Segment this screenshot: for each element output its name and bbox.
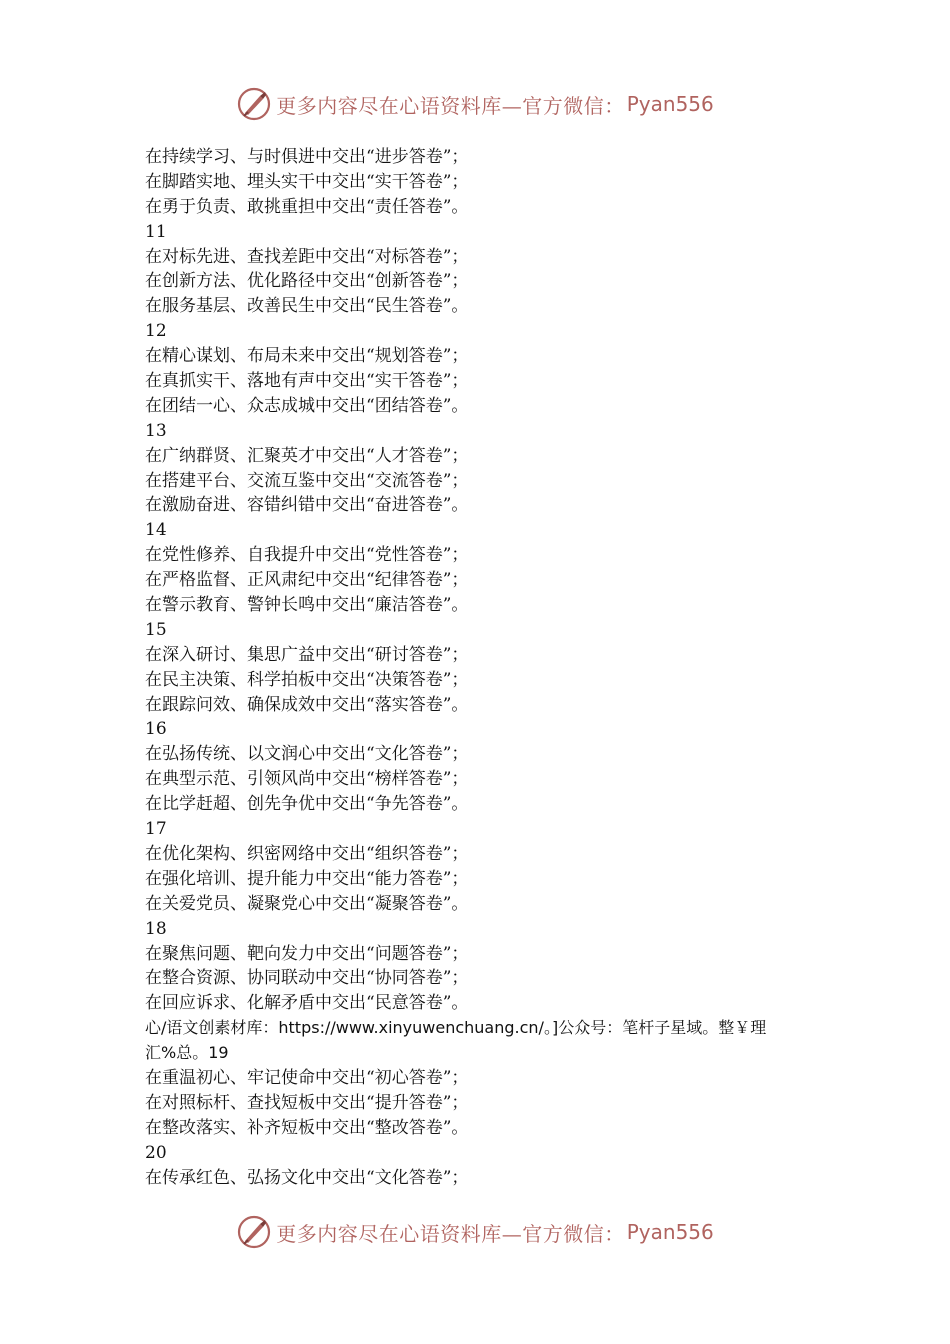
- text-line: 在创新方法、优化路径中交出“创新答卷”；: [145, 271, 469, 292]
- header-watermark: [0, 82, 950, 126]
- text-line: 在整合资源、协同联动中交出“协同答卷”；: [145, 968, 469, 989]
- text-line: 在优化架构、织密网络中交出“组织答卷”；: [145, 843, 469, 864]
- text-line: 在勇于负责、敢挑重担中交出“责任答卷”。: [145, 196, 469, 217]
- text-line: 在传承红色、弘扬文化中交出“文化答卷”；: [145, 1167, 469, 1188]
- inline-ad-text: 汇%总。19: [145, 1043, 229, 1063]
- text-line: 在搭建平台、交流互鉴中交出“交流答卷”；: [145, 470, 469, 491]
- text-line: 在服务基层、改善民生中交出“民生答卷”。: [145, 296, 469, 317]
- text-line: 在广纳群贤、汇聚英才中交出“人才答卷”；: [145, 445, 469, 466]
- text-line: 在真抓实干、落地有声中交出“实干答卷”；: [145, 371, 469, 392]
- section-number: 11: [145, 221, 167, 242]
- text-line: 在持续学习、与时俱进中交出“进步答卷”；: [145, 147, 469, 167]
- text-line: 在团结一心、众志成城中交出“团结答卷”。: [145, 395, 469, 416]
- document-body: [145, 145, 835, 1190]
- section-number: 17: [145, 819, 167, 840]
- footer-watermark: [0, 1210, 950, 1254]
- watermark-text: 更多内容尽在心语资料库—官方微信：: [276, 93, 625, 118]
- text-line: 在典型示范、引领风尚中交出“榜样答卷”；: [145, 769, 469, 790]
- text-line: 在对照标杆、查找短板中交出“提升答卷”；: [145, 1092, 469, 1113]
- watermark-id: Pyan556: [626, 92, 714, 116]
- text-line: 在深入研讨、集思广益中交出“研讨答卷”；: [145, 644, 469, 665]
- text-line: 在弘扬传统、以文润心中交出“文化答卷”；: [145, 744, 469, 765]
- text-line: 在激励奋进、容错纠错中交出“奋进答卷”。: [145, 495, 469, 516]
- text-line: 在严格监督、正风肃纪中交出“纪律答卷”；: [145, 570, 469, 591]
- section-number: 15: [145, 619, 167, 640]
- text-line: 在聚焦问题、靶向发力中交出“问题答卷”；: [145, 943, 469, 964]
- text-line: 在跟踪问效、确保成效中交出“落实答卷”。: [145, 694, 469, 715]
- text-line: 在回应诉求、化解矛盾中交出“民意答卷”。: [145, 993, 469, 1014]
- section-number: 20: [145, 1142, 167, 1163]
- text-line: 在关爱党员、凝聚党心中交出“凝聚答卷”。: [145, 893, 469, 914]
- section-number: 12: [145, 321, 167, 342]
- quill-logo-icon: [236, 1214, 272, 1250]
- section-number: 16: [145, 719, 167, 740]
- quill-logo-icon: [236, 86, 272, 122]
- section-number: 13: [145, 420, 167, 441]
- text-line: 在对标先进、查找差距中交出“对标答卷”；: [145, 246, 469, 267]
- watermark-id: Pyan556: [626, 1220, 714, 1244]
- section-number: 14: [145, 520, 167, 541]
- text-line: 在精心谋划、布局未来中交出“规划答卷”；: [145, 346, 469, 367]
- text-line: 在比学赶超、创先争优中交出“争先答卷”。: [145, 794, 469, 815]
- text-line: 在重温初心、牢记使命中交出“初心答卷”；: [145, 1067, 469, 1088]
- text-line: 在党性修养、自我提升中交出“党性答卷”；: [145, 545, 469, 566]
- watermark-text: 更多内容尽在心语资料库—官方微信：: [276, 1221, 625, 1246]
- section-number: 18: [145, 918, 167, 939]
- text-line: 在警示教育、警钟长鸣中交出“廉洁答卷”。: [145, 595, 469, 616]
- text-line: 在整改落实、补齐短板中交出“整改答卷”。: [145, 1117, 469, 1138]
- text-line: 在脚踏实地、埋头实干中交出“实干答卷”；: [145, 171, 469, 192]
- text-line: 在强化培训、提升能力中交出“能力答卷”；: [145, 868, 469, 889]
- inline-ad-text: 心/语文创素材库：https://www.xinyuwenchuang.cn/。]公众号：笔杆子星域。整￥理: [145, 1018, 767, 1038]
- text-line: 在民主决策、科学拍板中交出“决策答卷”；: [145, 669, 469, 690]
